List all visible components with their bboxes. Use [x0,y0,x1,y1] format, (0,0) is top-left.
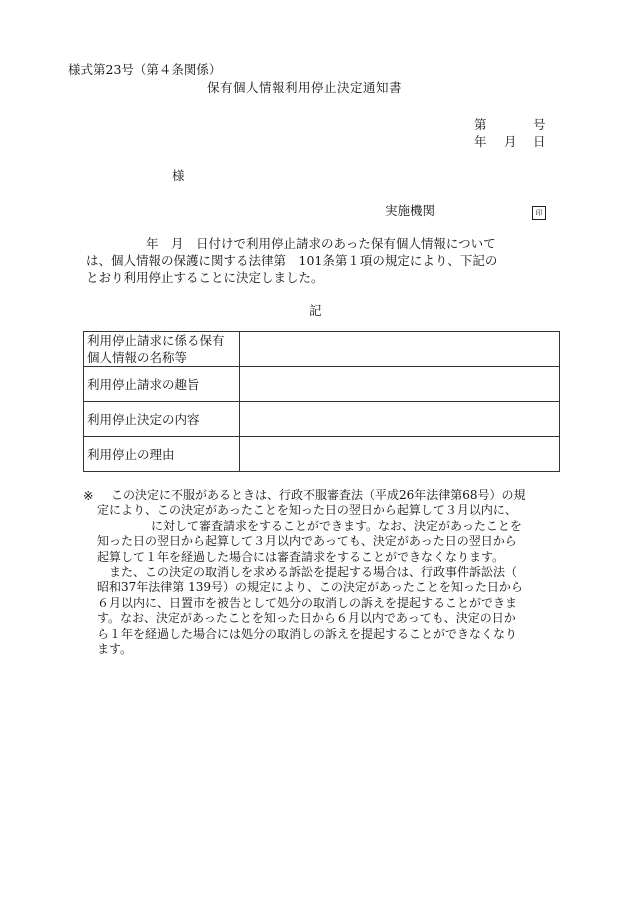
table-row [84,367,560,402]
info-table [83,331,560,472]
seal-icon: 印 [532,203,546,220]
note-line: 知った日の翌日から起算して３月以内であっても、決定があった日の翌日から [97,534,517,549]
row-value [240,332,560,367]
note-line: に対して審査請求をすることができます。なお、決定があったことを [151,518,522,533]
issuer: 実施機関 [385,203,436,218]
note-block [97,488,526,657]
note-line: ６月以内に、日置市を被告として処分の取消しの訴えを提起することができま [97,595,518,610]
note-line: 起算して１年を経過した場合には審査請求をすることができなくなります。 [97,549,505,564]
addressee-suffix: 様 [172,168,185,183]
note-mark: ※ [83,488,94,503]
number-dai: 第 [474,117,487,132]
body-line-2: は、個人情報の保護に関する法律第 101条第１項の規定により、下記の [86,253,498,268]
row-value [240,367,560,402]
row-value [240,402,560,437]
body-line-1: 年 月 日付けで利用停止請求のあった保有個人情報について [146,236,496,251]
row-label: 利用停止決定の内容 [84,402,240,437]
note-line: この決定に不服があるときは、行政不服審査法（平成26年法律第68号）の規 [111,488,526,502]
date-day: 日 [533,134,546,149]
row-label: 利用停止の理由 [84,437,240,472]
body-line-3: とおり利用停止することに決定しました。 [86,270,324,285]
note-line: ら１年を経過した場合には処分の取消しの訴えを提起することができなくなり [97,626,518,641]
date-year: 年 [474,134,487,149]
row-value [240,437,560,472]
note-line: 昭和37年法律第 139号）の規定により、この決定があったことを知った日から [97,580,523,595]
note-line: また、この決定の取消しを求める訴訟を提起する場合は、行政事件訴訟法（ [109,565,518,580]
ki-label: 記 [309,303,322,318]
row-label: 利用停止請求に係る保有個人情報の名称等 [84,332,240,367]
table-row [84,332,560,367]
document-title: 保有個人情報利用停止決定通知書 [207,80,403,95]
number-go: 号 [533,117,546,132]
note-line: す。なお、決定があったことを知った日から６月以内であっても、決定の日か [97,611,516,626]
form-id: 様式第23号（第４条関係） [68,62,222,77]
table-row [84,402,560,437]
table-row [84,437,560,472]
date-month: 月 [504,134,517,149]
note-line: 定により、この決定があったことを知った日の翌日から起算して３月以内に、 [97,503,517,518]
row-label: 利用停止請求の趣旨 [84,367,240,402]
note-line: ます。 [97,642,133,657]
